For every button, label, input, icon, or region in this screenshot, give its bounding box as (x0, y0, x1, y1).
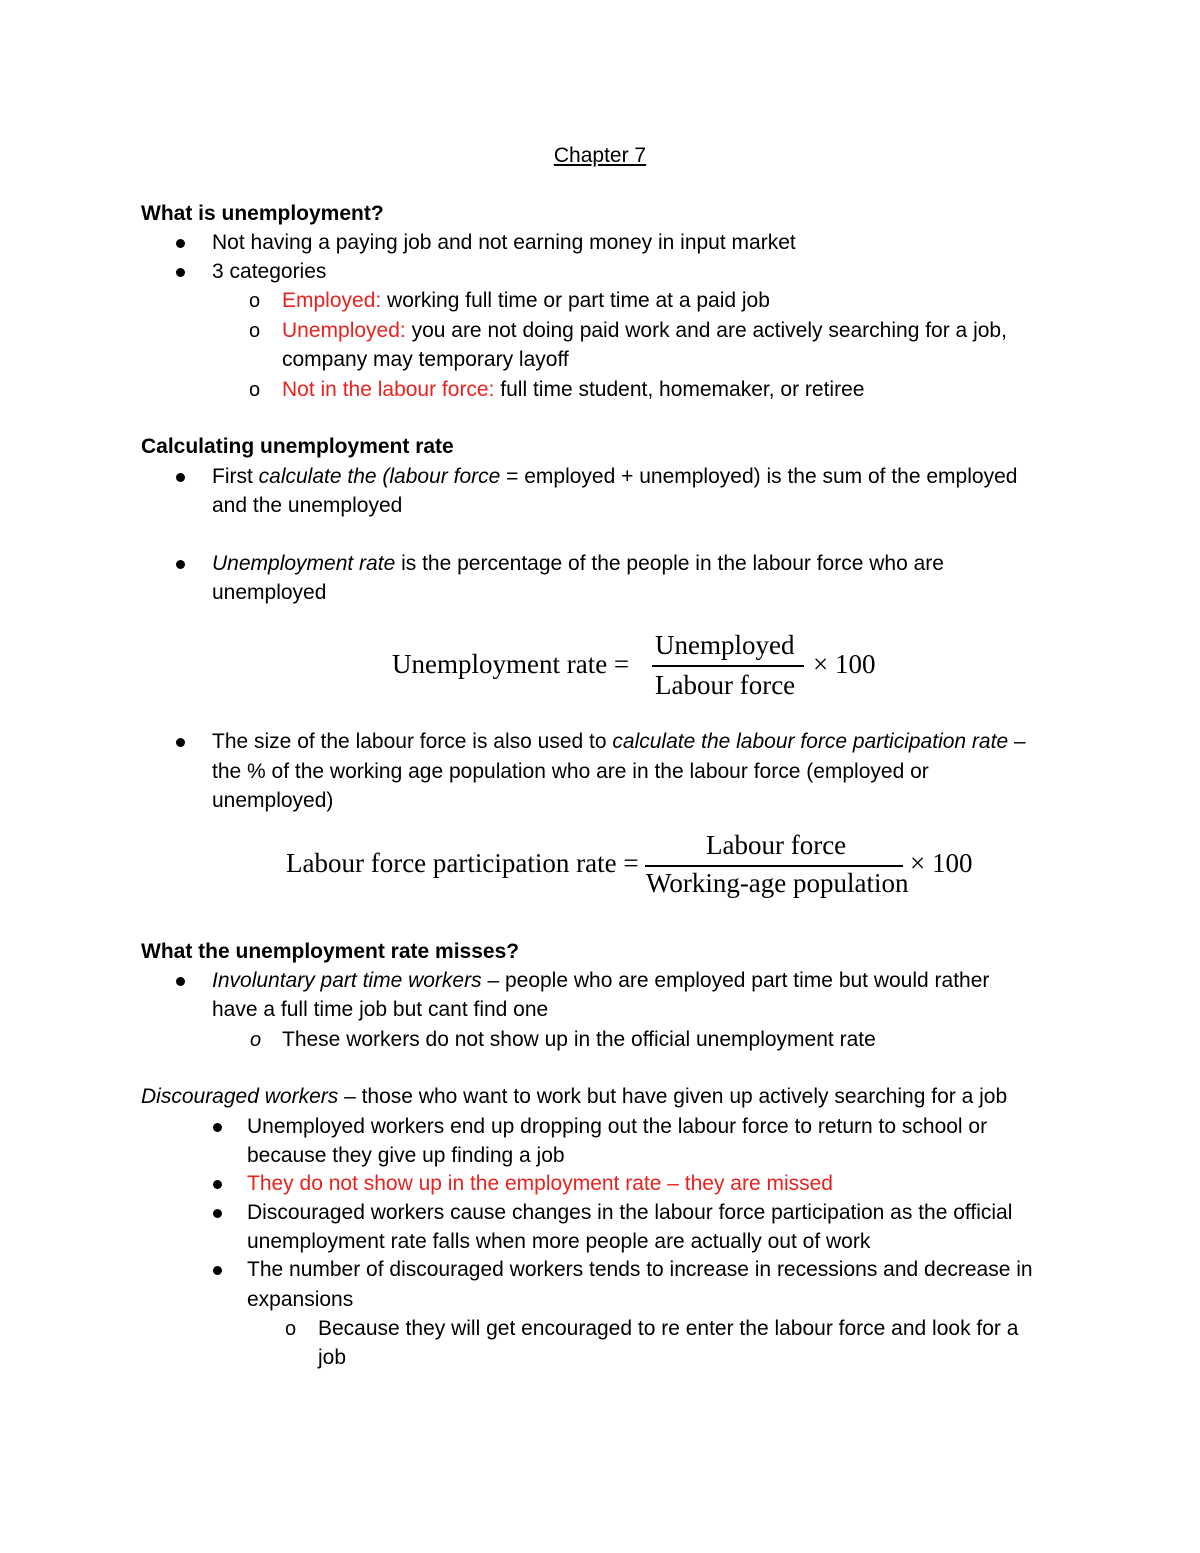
term-definition: you are not doing paid work and are actively searching for a job, (405, 319, 1007, 342)
list-item (282, 376, 864, 404)
bullet-icon (213, 1266, 222, 1275)
bullet-icon (176, 560, 185, 569)
section-heading-misses: What the unemployment rate misses? (141, 940, 520, 963)
list-item (212, 728, 1026, 756)
paragraph-discouraged-workers (141, 1083, 1007, 1111)
list-item: Discouraged workers cause changes in the labour force participation as the official (247, 1201, 1013, 1224)
sub-bullet-icon: o (249, 379, 261, 401)
list-item: Not having a paying job and not earning money in input market (212, 231, 796, 254)
text-run: is the percentage of the people in the labour force who are (395, 552, 944, 575)
list-item (212, 550, 944, 578)
text-run: – (1008, 730, 1026, 753)
equation-denominator: Working-age population (646, 868, 909, 898)
list-item (212, 463, 1017, 491)
text-run-italic: Unemployment rate (212, 552, 396, 575)
list-item-highlight: They do not show up in the employment rate – they are missed (247, 1172, 833, 1195)
bullet-icon (213, 1209, 222, 1218)
section-heading-calculating: Calculating unemployment rate (141, 435, 454, 458)
text-run: – those who want to work but have given up actively searching for a job (338, 1085, 1008, 1108)
list-item (212, 967, 989, 995)
text-run: = employed + unemployed) is the sum of the employed (500, 465, 1018, 488)
bullet-icon (176, 473, 185, 482)
term-label: Employed: (282, 289, 382, 312)
equation-lhs: Unemployment rate = (392, 649, 630, 679)
equation-multiplier: × 100 (813, 649, 876, 679)
sub-bullet-icon: o (249, 290, 261, 312)
equation-multiplier: × 100 (910, 848, 973, 878)
bullet-icon (176, 738, 185, 747)
list-item (282, 287, 770, 315)
list-item: 3 categories (212, 260, 327, 283)
list-item-continuation: unemployment rate falls when more people are actually out of work (247, 1230, 871, 1253)
term-label: Not in the labour force: (282, 378, 495, 401)
bullet-icon (176, 268, 185, 277)
text-run: – people who are employed part time but would rather (481, 969, 990, 992)
fraction-bar (652, 665, 804, 667)
list-item-continuation: the % of the working age population who are in the labour force (employed or (212, 760, 929, 783)
list-item (282, 317, 1007, 345)
text-run: First (212, 465, 259, 488)
list-item: These workers do not show up in the official unemployment rate (282, 1028, 876, 1051)
text-run-italic: Involuntary part time workers (212, 969, 482, 992)
list-item-continuation: expansions (247, 1288, 354, 1311)
bullet-icon (213, 1180, 222, 1189)
list-item: Unemployed workers end up dropping out the labour force to return to school or (247, 1115, 988, 1138)
list-item-continuation: unemployed) (212, 789, 334, 812)
list-item-continuation: job (318, 1346, 347, 1369)
section-heading-unemployment: What is unemployment? (141, 202, 384, 225)
list-item-continuation: have a full time job but cant find one (212, 998, 549, 1021)
list-item: Because they will get encouraged to re enter the labour force and look for a (318, 1317, 1019, 1340)
list-item-continuation: and the unemployed (212, 494, 403, 517)
list-item-continuation: because they give up finding a job (247, 1144, 565, 1167)
list-item: The number of discouraged workers tends to increase in recessions and decrease in (247, 1258, 1033, 1281)
equation-denominator: Labour force (655, 670, 796, 700)
bullet-icon (213, 1123, 222, 1132)
sub-bullet-icon: o (249, 320, 261, 342)
equation-numerator: Unemployed (655, 630, 795, 660)
equation-numerator: Labour force (706, 830, 847, 860)
equation-lhs: Labour force participation rate = (286, 848, 639, 878)
term-definition: full time student, homemaker, or retiree (494, 378, 865, 401)
list-item-continuation: company may temporary layoff (282, 348, 569, 371)
text-run: The size of the labour force is also used to (212, 730, 613, 753)
text-run-italic: calculate the (labour force (258, 465, 501, 488)
bullet-icon (176, 977, 185, 986)
bullet-icon (176, 239, 185, 248)
text-run-italic: calculate the labour force participation rate (612, 730, 1009, 753)
text-run-italic: Discouraged workers (141, 1085, 339, 1108)
page-title: Chapter 7 (553, 144, 647, 167)
sub-bullet-icon: o (250, 1029, 262, 1051)
list-item-continuation: unemployed (212, 581, 327, 604)
term-definition: working full time or part time at a paid job (381, 289, 770, 312)
term-label: Unemployed: (282, 319, 406, 342)
sub-bullet-icon: o (285, 1318, 297, 1340)
